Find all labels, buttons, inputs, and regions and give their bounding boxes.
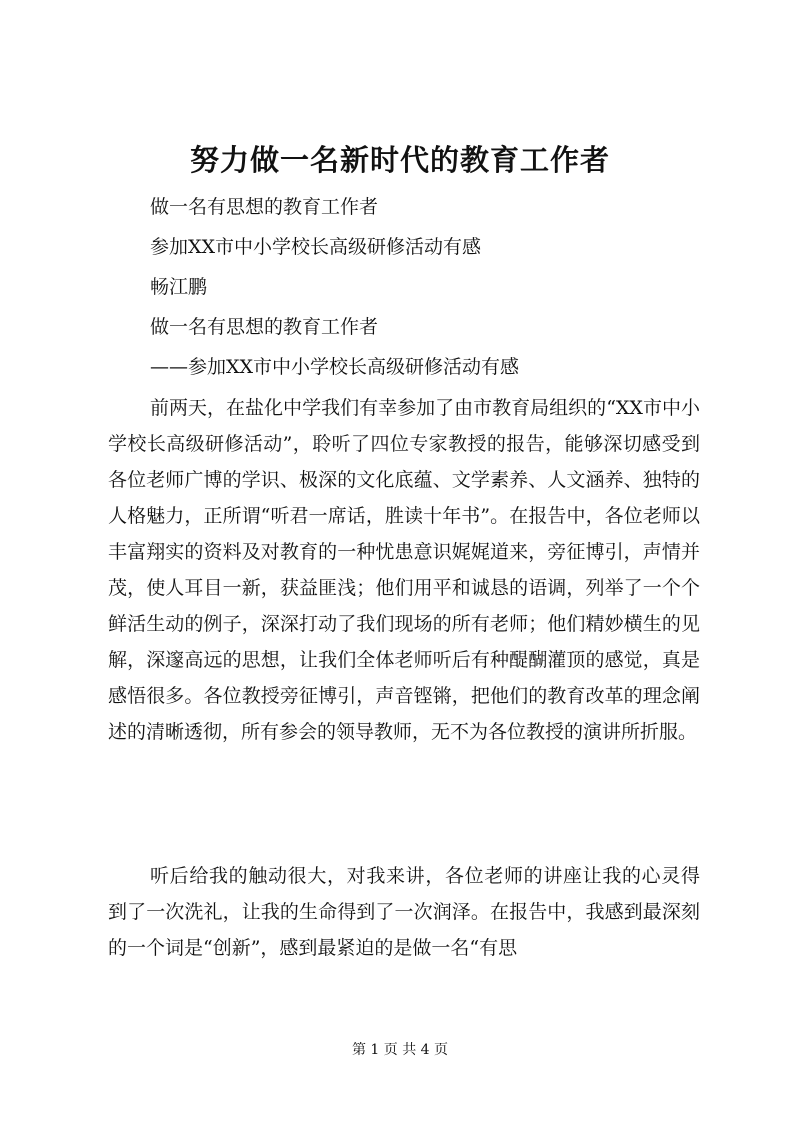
subtitle-line: 参加XX市中小学校长高级研修活动有感 [150, 236, 482, 258]
document-title: 努力做一名新时代的教育工作者 [189, 143, 610, 177]
subtitle-line: ——参加XX市中小学校长高级研修活动有感 [150, 356, 520, 378]
subtitle-line: 做一名有思想的教育工作者 [150, 316, 379, 338]
subtitle-line: 做一名有思想的教育工作者 [150, 196, 379, 218]
author-line: 畅江鹏 [150, 276, 208, 298]
body-paragraph: 前两天，在盐化中学我们有幸参加了由市教育局组织的“XX市中小学校长高级研修活动”，聆听了四位专家教授的报告，能够深切感受到各位老师广博的学识、极深的文化底蕴、文学素养、人文涵养、独特的人格魅力，正所谓“听君一席话，胜读十年书”。在报告中，各位老师以丰富翔实的资料及对教育的一种忧患意识娓娓道来，旁征博引，声情并茂，使人耳目一新，获益匪浅；他们用平和诚恳的语调，列举了一个个鲜活生动的例子，深深打动了我们现场的所有老师；他们精妙横生的见解，深邃高远的思想，让我们全体老师听后有种醍醐灌顶的感觉，真是感悟很多。各位教授旁征博引，声音铿锵，把他们的教育改革的理念阐述的清晰透彻，所有参会的领导教师，无不为各位教授的演讲所折服。 [108, 397, 700, 743]
body-paragraph: 听后给我的触动很大，对我来讲，各位老师的讲座让我的心灵得到了一次洗礼，让我的生命得到了一次润泽。在报告中，我感到最深刻的一个词是“创新”，感到最紧迫的是做一名“有思 [108, 865, 700, 959]
page-number: 第 1 页 共 4 页 [351, 1042, 449, 1058]
